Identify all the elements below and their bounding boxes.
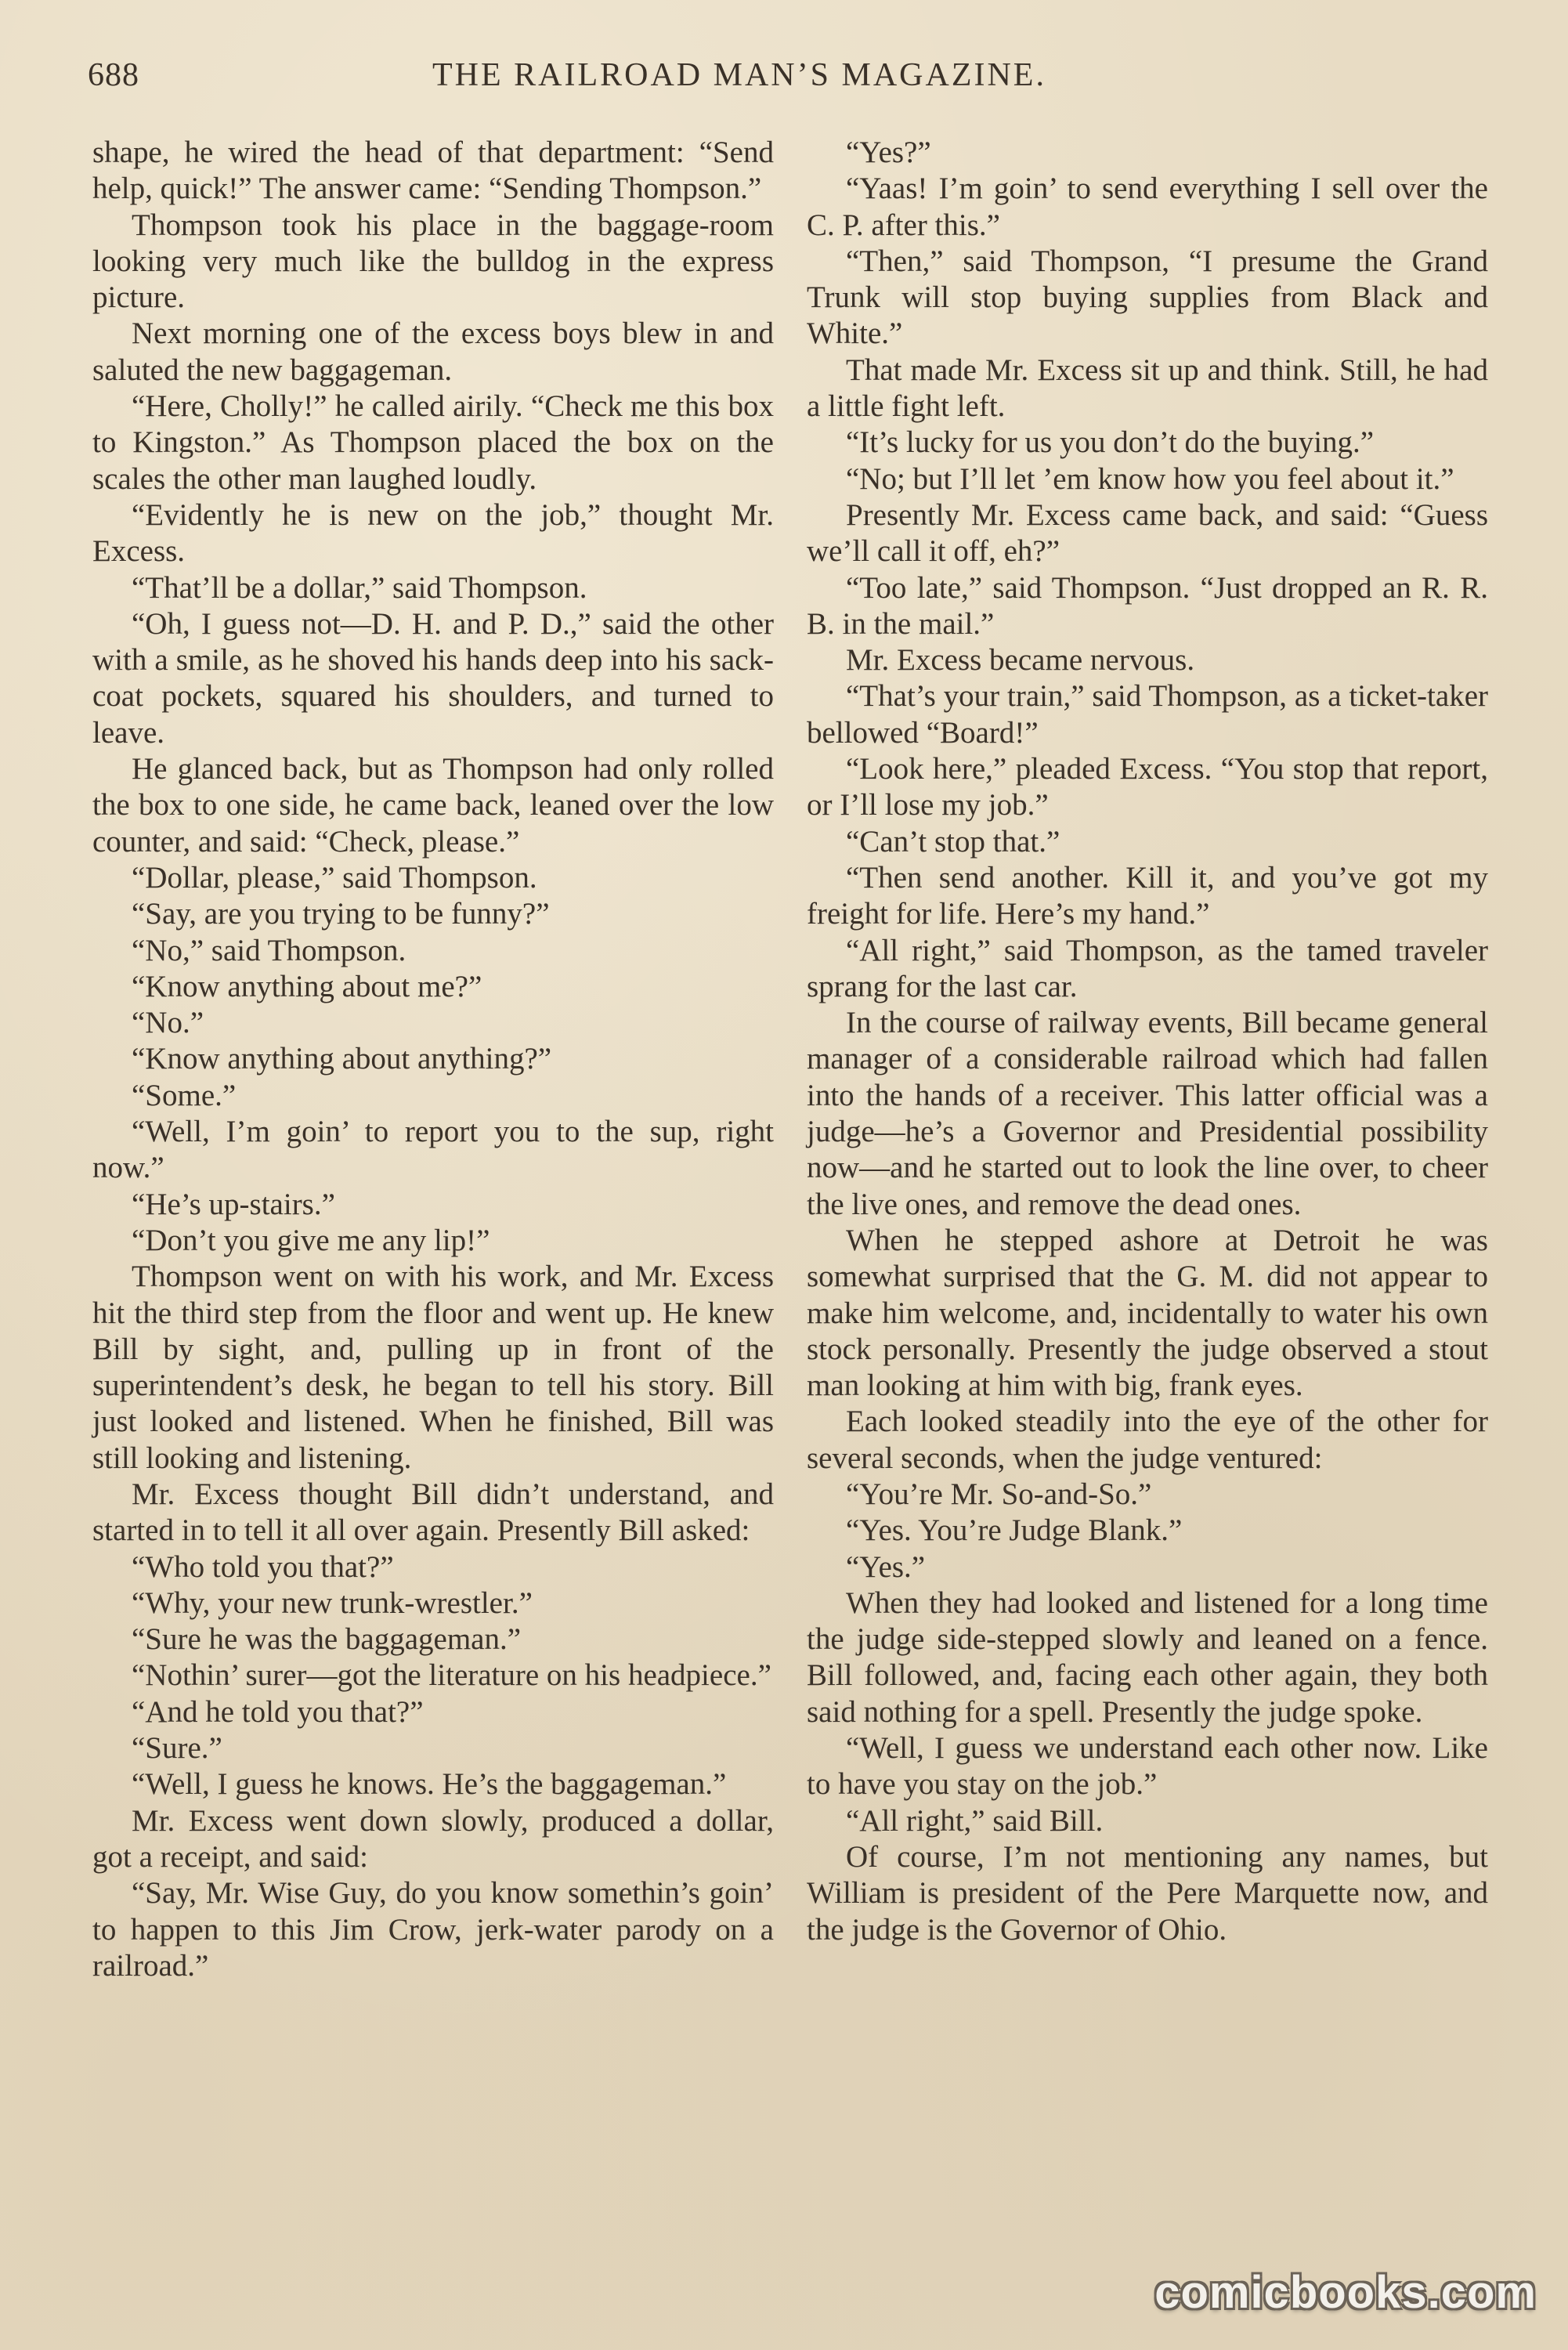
paragraph: “Some.”	[132, 1078, 237, 1112]
watermark-logo: comicbooks.com	[1154, 2267, 1537, 2318]
paragraph: Mr. Excess thought Bill didn’t understand, and started in to tell it all over again. Presently Bill asked:	[92, 1477, 774, 1548]
paragraph: “And he told you that?”	[132, 1694, 424, 1729]
paragraph: “Then,” said Thompson, “I presume the Grand Trunk will stop buying supplies from Black and White.”	[807, 244, 1488, 351]
right-column	[807, 135, 1488, 1948]
paragraph: shape, he wired the head of that department: “Send help, quick!” The answer came: “Sending Thompson.”	[92, 136, 774, 206]
paragraph: Presently Mr. Excess came back, and said: “Guess we’ll call it off, eh?”	[807, 497, 1488, 569]
paragraph: “That’s your train,” said Thompson, as a ticket-taker bellowed “Board!”	[807, 679, 1488, 750]
paragraph: “Don’t you give me any lip!”	[132, 1223, 490, 1257]
paragraph: “Well, I’m goin’ to report you to the sup, right now.”	[92, 1115, 774, 1185]
paragraph: When they had looked and listened for a long time the judge side-stepped slowly and leaned on a fence. Bill followed, and, facing each other again, they both said nothing for a spell. Presently the judge spoke.	[807, 1585, 1488, 1729]
paragraph: Thompson went on with his work, and Mr. Excess hit the third step from the floor and went up. He knew Bill by sight, and, pulling up in front of the superintendent’s desk, he began to tell his story. Bill just looked and listened. When he finished, Bill was still looking and listening.	[92, 1260, 774, 1475]
paragraph: “Look here,” pleaded Excess. “You stop that report, or I’ll lose my job.”	[807, 752, 1488, 822]
paragraph: “You’re Mr. So-and-So.”	[846, 1477, 1152, 1511]
paragraph: “Well, I guess we understand each other now. Like to have you stay on the job.”	[807, 1731, 1488, 1802]
paragraph: Mr. Excess became nervous.	[846, 643, 1195, 678]
paragraph: “Can’t stop that.”	[846, 824, 1060, 859]
paragraph: When he stepped ashore at Detroit he was somewhat surprised that the G. M. did not appear to make him welcome, and, incidentally to water his own stock personally. Presently the judge observed a stout man looking at him with big, frank eyes.	[807, 1223, 1488, 1403]
paragraph: “Too late,” said Thompson. “Just dropped an R. R. B. in the mail.”	[807, 570, 1488, 641]
paragraph: “No; but I’ll let ’em know how you feel about it.”	[846, 461, 1454, 496]
page-header	[88, 56, 1482, 103]
paragraph: “Yaas! I’m goin’ to send everything I sell over the C. P. after this.”	[807, 172, 1488, 242]
paragraph: “Why, your new trunk-wrestler.”	[132, 1585, 533, 1620]
left-column	[92, 135, 774, 1984]
running-head: THE RAILROAD MAN’S MAGAZINE.	[432, 57, 1046, 93]
paragraph: “Here, Cholly!” he called airily. “Check me this box to Kingston.” As Thompson placed the box on the scales the other man laughed loudly.	[92, 389, 774, 496]
paragraph: “All right,” said Bill.	[846, 1803, 1104, 1838]
paragraph: He glanced back, but as Thompson had only rolled the box to one side, he came back, leaned over the low counter, and said: “Check, please.”	[92, 752, 774, 859]
paragraph: “Well, I guess he knows. He’s the baggageman.”	[132, 1767, 727, 1802]
paragraph: “Dollar, please,” said Thompson.	[132, 860, 537, 895]
paragraph: “No,” said Thompson.	[132, 933, 406, 967]
page-number: 688	[88, 57, 139, 93]
paragraph: “Say, Mr. Wise Guy, do you know somethin’s goin’ to happen to this Jim Crow, jerk-water parody on a railroad.”	[92, 1876, 774, 1983]
paragraph: Next morning one of the excess boys blew in and saluted the new baggageman.	[92, 316, 774, 387]
paragraph: “Know anything about me?”	[132, 969, 482, 1003]
paragraph: “Evidently he is new on the job,” thought Mr. Excess.	[92, 497, 774, 569]
paragraph: “Know anything about anything?”	[132, 1042, 552, 1076]
paragraph: “Say, are you trying to be funny?”	[132, 897, 550, 931]
paragraph: “He’s up-stairs.”	[132, 1187, 335, 1221]
paragraph: “Then send another. Kill it, and you’ve got my freight for life. Here’s my hand.”	[807, 860, 1488, 931]
paragraph: “Sure he was the baggageman.”	[132, 1622, 522, 1657]
paragraph: “Nothin’ surer—got the literature on his headpiece.”	[132, 1658, 771, 1693]
paragraph: “Yes. You’re Judge Blank.”	[846, 1513, 1183, 1548]
paragraph: That made Mr. Excess sit up and think. Still, he had a little fight left.	[807, 352, 1488, 424]
paragraph: “Yes.”	[846, 1549, 926, 1584]
paragraph: Thompson took his place in the baggage-room looking very much like the bulldog in the express picture.	[92, 208, 774, 315]
paragraph: “Oh, I guess not—D. H. and P. D.,” said the other with a smile, as he shoved his hands deep into his sack-coat pockets, squared his shoulders, and turned to leave.	[92, 606, 774, 750]
paragraph: “That’ll be a dollar,” said Thompson.	[132, 570, 587, 605]
paragraph: Mr. Excess went down slowly, produced a dollar, got a receipt, and said:	[92, 1803, 774, 1874]
paragraph: “Sure.”	[132, 1731, 222, 1766]
paragraph: “All right,” said Thompson, as the tamed traveler sprang for the last car.	[807, 933, 1488, 1003]
paragraph: “No.”	[132, 1006, 204, 1040]
paragraph: Of course, I’m not mentioning any names, but William is president of the Pere Marquette now, and the judge is the Governor of Ohio.	[807, 1839, 1488, 1947]
paragraph: In the course of railway events, Bill became general manager of a considerable railroad which had fallen into the hands of a receiver. This latter official was a judge—he’s a Governor and Presidential possibility now—and he started out to look the line over, to cheer the live ones, and remove the dead ones.	[807, 1006, 1488, 1221]
paragraph: “It’s lucky for us you don’t do the buying.”	[846, 425, 1375, 460]
paragraph: “Who told you that?”	[132, 1549, 394, 1584]
paragraph: “Yes?”	[846, 136, 931, 169]
paragraph: Each looked steadily into the eye of the other for several seconds, when the judge ventured:	[807, 1405, 1488, 1475]
